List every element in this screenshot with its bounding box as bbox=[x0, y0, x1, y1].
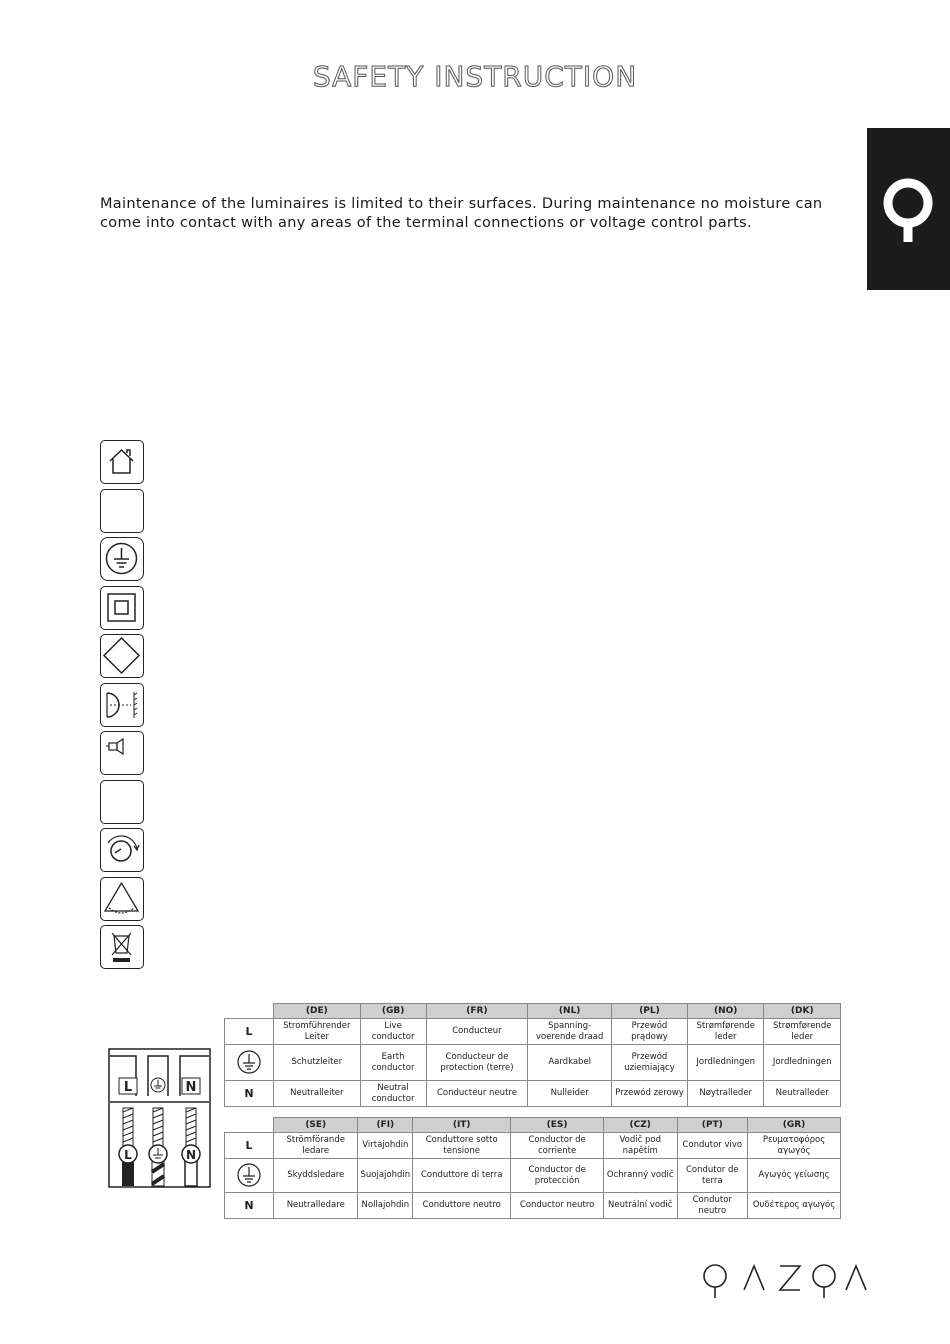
table-cell: Spanning-voerende draad bbox=[528, 1019, 612, 1045]
table-cell: Conducteur de protection (terre) bbox=[426, 1045, 528, 1081]
wire-earth bbox=[149, 1108, 167, 1186]
table-cell: Aardkabel bbox=[528, 1045, 612, 1081]
table-cell: Ουδέτερος αγωγός bbox=[748, 1193, 841, 1219]
table-header: (GB) bbox=[360, 1004, 426, 1019]
table-cell: Conducteur bbox=[426, 1019, 528, 1045]
table-cell: Live conductor bbox=[360, 1019, 426, 1045]
table-cell: Nøytralleder bbox=[687, 1081, 763, 1107]
table-cell: Condutor vivo bbox=[677, 1133, 748, 1159]
table-cell: Condutor neutro bbox=[677, 1193, 748, 1219]
table-row bbox=[225, 1159, 841, 1193]
terminal-n bbox=[182, 1078, 200, 1095]
table-header: (ES) bbox=[511, 1118, 604, 1133]
table-row bbox=[225, 1019, 841, 1045]
table-cell: Jordledningen bbox=[687, 1045, 763, 1081]
table-cell: Schutzleiter bbox=[274, 1045, 361, 1081]
table-cell: Ochranný vodič bbox=[603, 1159, 677, 1193]
table-cell: Suojajohdin bbox=[358, 1159, 413, 1193]
table-row bbox=[225, 1193, 841, 1219]
table-row bbox=[225, 1045, 841, 1081]
minimum-distance-icon bbox=[100, 683, 144, 727]
table-cell: Strömförande ledare bbox=[274, 1133, 358, 1159]
table-header-row bbox=[225, 1118, 841, 1133]
conductor-table-2 bbox=[224, 1117, 841, 1219]
page-title: SAFETY INSTRUCTION bbox=[312, 60, 638, 93]
maintenance-text: Maintenance of the luminaires is limited to their surfaces. During maintenance no moisture can come into contact with any areas of the terminal connections or voltage control parts. bbox=[100, 196, 823, 231]
table-cell: Neutrální vodič bbox=[603, 1193, 677, 1219]
table-header: (PL) bbox=[611, 1004, 687, 1019]
table-cell: Skyddsledare bbox=[274, 1159, 358, 1193]
wire-l bbox=[119, 1108, 137, 1186]
table-cell: Przewód prądowy bbox=[611, 1019, 687, 1045]
live-symbol: L bbox=[225, 1133, 274, 1159]
table-row bbox=[225, 1081, 841, 1107]
table-header: (NO) bbox=[687, 1004, 763, 1019]
wiring-diagram bbox=[108, 1048, 211, 1188]
double-insulation-icon bbox=[100, 586, 144, 630]
earth-protection-icon bbox=[100, 537, 144, 581]
table-cell: Conduttore sotto tensione bbox=[413, 1133, 511, 1159]
wire-n bbox=[182, 1108, 200, 1186]
table-header: (NL) bbox=[528, 1004, 612, 1019]
indoor-use-icon bbox=[100, 440, 144, 484]
table-cell: Conduttore di terra bbox=[413, 1159, 511, 1193]
terminal-l bbox=[119, 1078, 137, 1095]
table-cell: Neutralleiter bbox=[274, 1081, 361, 1107]
table-cell: Nulleider bbox=[528, 1081, 612, 1107]
table-cell: Αγωγός γείωσης bbox=[748, 1159, 841, 1193]
lamp-type-icon bbox=[100, 731, 144, 775]
blank-symbol-icon bbox=[100, 489, 144, 533]
terminal-n-label: N bbox=[185, 1080, 197, 1095]
table-cell: Nollajohdin bbox=[358, 1193, 413, 1219]
table-cell: Conducteur neutre bbox=[426, 1081, 528, 1107]
blank-symbol-icon bbox=[100, 780, 144, 824]
table-cell: Virtajohdin bbox=[358, 1133, 413, 1159]
table-header: (GR) bbox=[748, 1118, 841, 1133]
conductor-table-1 bbox=[224, 1003, 841, 1107]
live-symbol: L bbox=[225, 1019, 274, 1045]
brand-side-tab bbox=[867, 128, 950, 290]
table-cell: Conduttore neutro bbox=[413, 1193, 511, 1219]
symbol-list bbox=[100, 440, 148, 974]
table-cell: Condutor de terra bbox=[677, 1159, 748, 1193]
table-header: (DK) bbox=[764, 1004, 841, 1019]
table-cell: Conductor neutro bbox=[511, 1193, 604, 1219]
table-header: (IT) bbox=[413, 1118, 511, 1133]
table-header: (CZ) bbox=[603, 1118, 677, 1133]
table-cell: Stromführender Leiter bbox=[274, 1019, 361, 1045]
table-header: (PT) bbox=[677, 1118, 748, 1133]
table-header-row bbox=[225, 1004, 841, 1019]
table-cell: Przewód zerowy bbox=[611, 1081, 687, 1107]
table-cell: Conductor de protección bbox=[511, 1159, 604, 1193]
table-cell: Vodič pod napětím bbox=[603, 1133, 677, 1159]
table-cell: Neutralledare bbox=[274, 1193, 358, 1219]
weee-bin-icon bbox=[100, 925, 144, 969]
table-cell: Strømførende leder bbox=[764, 1019, 841, 1045]
brand-logo bbox=[700, 1262, 870, 1302]
brand-q-icon bbox=[877, 176, 939, 244]
terminal-earth bbox=[151, 1078, 165, 1092]
earth-icon bbox=[236, 1049, 262, 1075]
table-cell: Neutral conductor bbox=[360, 1081, 426, 1107]
earth-symbol bbox=[225, 1159, 274, 1193]
table-header: (FR) bbox=[426, 1004, 528, 1019]
table-header: (FI) bbox=[358, 1118, 413, 1133]
table-cell: Przewód uziemiający bbox=[611, 1045, 687, 1081]
table-cell: Ρευματοφόρος αγωγός bbox=[748, 1133, 841, 1159]
earth-icon bbox=[236, 1162, 262, 1188]
wire-l-label: L bbox=[124, 1148, 132, 1162]
luminaire-cover-icon bbox=[100, 877, 144, 921]
terminal-l-label: L bbox=[123, 1080, 133, 1095]
table-cell: Earth conductor bbox=[360, 1045, 426, 1081]
table-cell: Jordledningen bbox=[764, 1045, 841, 1081]
table-header: (DE) bbox=[274, 1004, 361, 1019]
wire-n-label: N bbox=[185, 1148, 197, 1162]
table-cell: Conductor de corriente bbox=[511, 1133, 604, 1159]
earth-symbol bbox=[225, 1045, 274, 1081]
neutral-symbol: N bbox=[225, 1193, 274, 1219]
brand-logo-text: QAZQA bbox=[783, 1300, 787, 1301]
table-cell: Neutralleder bbox=[764, 1081, 841, 1107]
diamond-mark-icon bbox=[100, 634, 144, 678]
neutral-symbol: N bbox=[225, 1081, 274, 1107]
table-cell: Strømførende leder bbox=[687, 1019, 763, 1045]
dimmable-icon bbox=[100, 828, 144, 872]
table-header: (SE) bbox=[274, 1118, 358, 1133]
table-row bbox=[225, 1133, 841, 1159]
